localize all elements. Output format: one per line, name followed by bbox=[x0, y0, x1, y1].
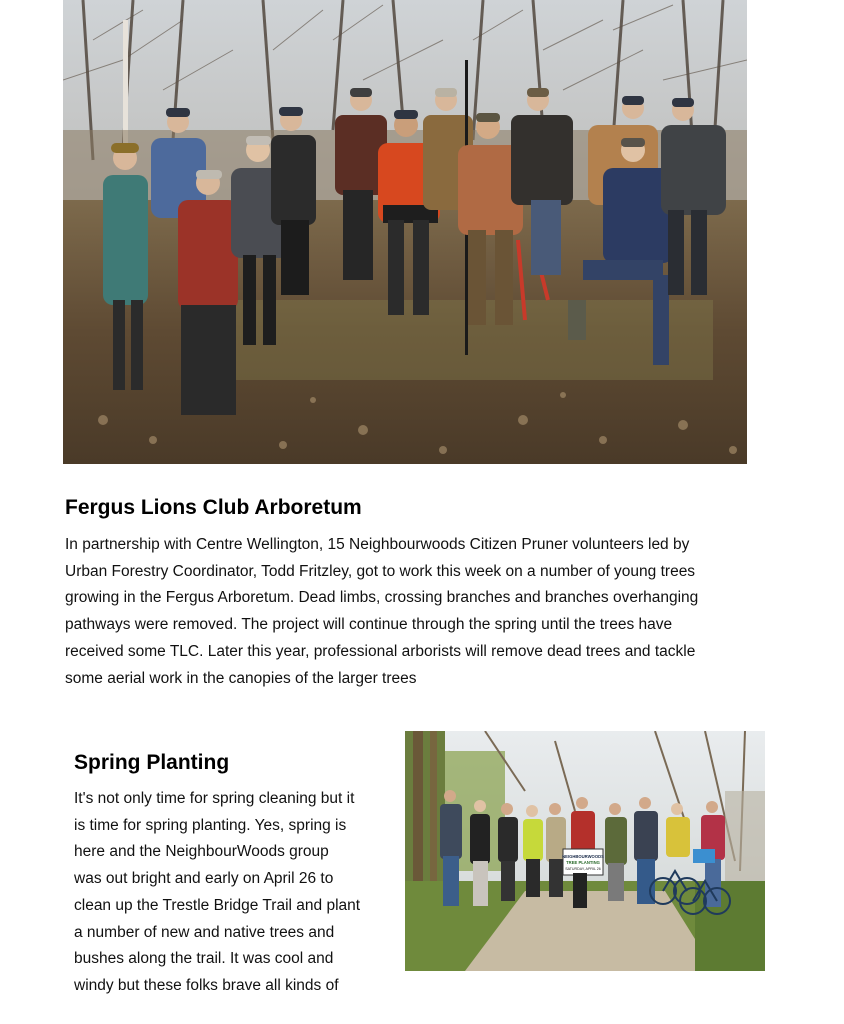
sign-text-line: TREE PLANTING bbox=[566, 860, 600, 865]
spring-planting-photo bbox=[405, 731, 765, 971]
sign-text-line: NEIGHBOURWOODS bbox=[562, 854, 604, 859]
article-body-line: was out bright and early on April 26 to bbox=[74, 870, 334, 888]
article-body bbox=[74, 786, 394, 1000]
sign-text-line: SATURDAY, APRIL 26 bbox=[565, 867, 601, 871]
article-title: Spring Planting bbox=[74, 751, 230, 774]
article-body-line: pathways were removed. The project will continue through the spring until the trees have bbox=[65, 616, 673, 634]
article-body-line: some aerial work in the canopies of the larger trees bbox=[65, 669, 417, 687]
article-body-line: a number of new and native trees and bbox=[74, 923, 335, 941]
article-title: Fergus Lions Club Arboretum bbox=[65, 496, 362, 519]
arboretum-volunteers-photo bbox=[63, 0, 747, 464]
article-body-line: received some TLC. Later this year, professional arborists will remove dead trees and tackle bbox=[65, 642, 696, 660]
article-body-line: is time for spring planting. Yes, spring is bbox=[74, 816, 347, 834]
article-body-line: here and the NeighbourWoods group bbox=[74, 843, 329, 861]
article-body-line: It's not only time for spring cleaning but it bbox=[74, 790, 355, 807]
article-body-line: clean up the Trestle Bridge Trail and plant bbox=[74, 896, 361, 914]
article-body-line: growing in the Fergus Arboretum. Dead limbs, crossing branches and branches overhanging bbox=[65, 589, 699, 607]
article-body bbox=[65, 532, 765, 692]
article-body-line: In partnership with Centre Wellington, 15 Neighbourwoods Citizen Pruner volunteers led by bbox=[65, 536, 690, 553]
article-body-line: bushes along the trail. It was cool and bbox=[74, 950, 334, 968]
article-body-line: Urban Forestry Coordinator, Todd Fritzley, got to work this week on a number of young trees bbox=[65, 562, 696, 580]
article-body-line: windy but these folks brave all kinds of bbox=[74, 976, 339, 994]
